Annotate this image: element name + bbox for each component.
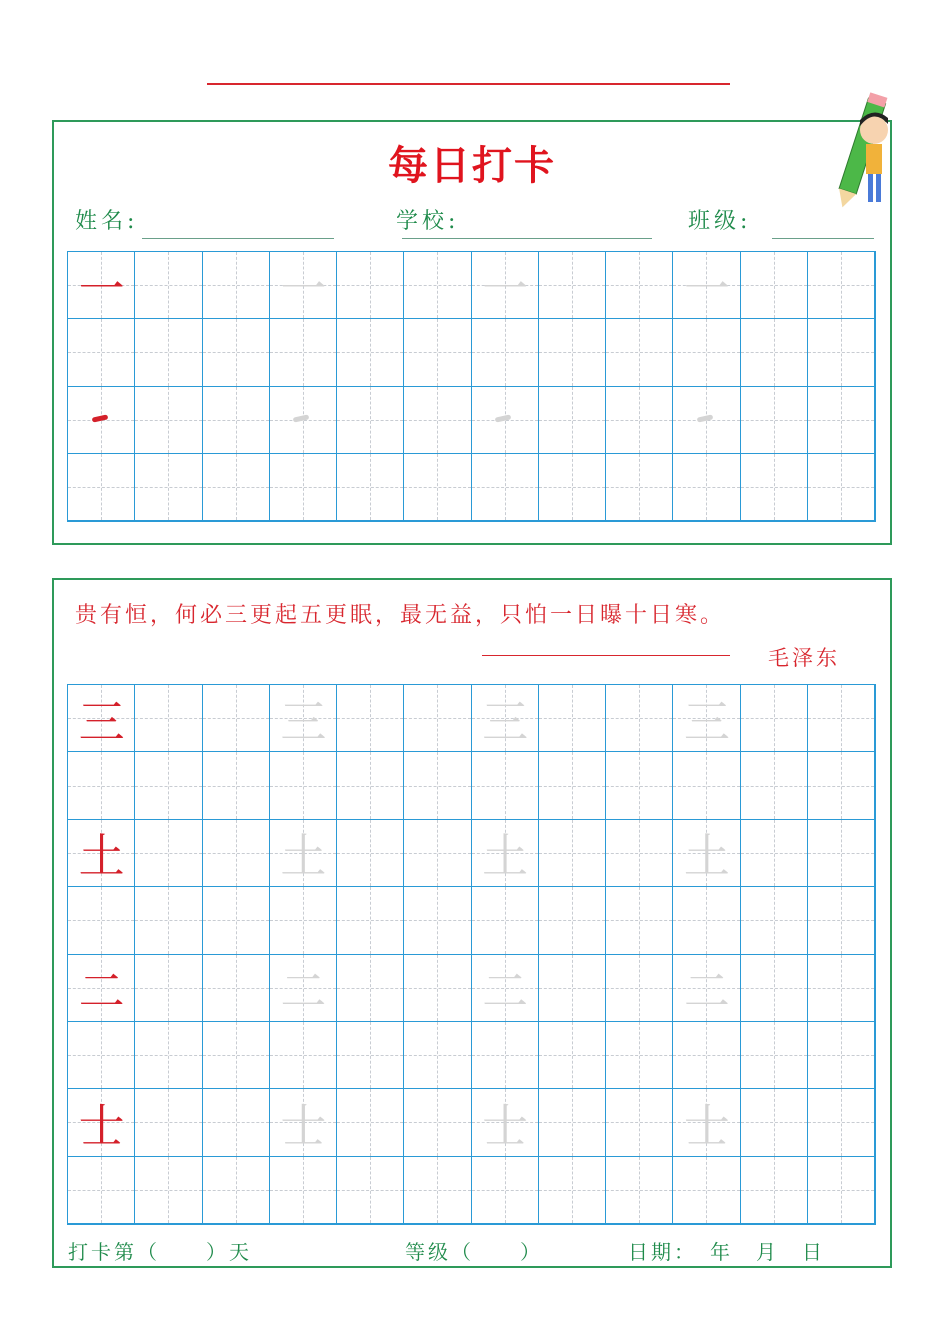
grid-cell[interactable] xyxy=(337,319,404,386)
grid-cell[interactable] xyxy=(741,820,808,887)
grid-cell[interactable] xyxy=(808,752,875,819)
grid-cell[interactable] xyxy=(337,752,404,819)
grid-cell[interactable] xyxy=(203,820,270,887)
grid-cell[interactable] xyxy=(337,252,404,319)
grid-cell[interactable] xyxy=(203,454,270,521)
grid-cell[interactable] xyxy=(135,1157,202,1224)
grid-cell[interactable] xyxy=(135,1022,202,1089)
grid-cell[interactable] xyxy=(337,1089,404,1156)
grid-cell[interactable] xyxy=(606,685,673,752)
trace-character: 三 xyxy=(482,694,529,749)
grid-cell[interactable] xyxy=(472,1022,539,1089)
trace-character: 土 xyxy=(683,829,730,884)
pencil-kid-illustration xyxy=(830,90,890,210)
grid-cell[interactable] xyxy=(808,955,875,1022)
grid-cell[interactable] xyxy=(68,454,135,521)
grid-cell[interactable] xyxy=(606,887,673,954)
trace-character: 士 xyxy=(280,1098,327,1153)
model-character: 土 xyxy=(78,829,125,884)
grid-cell[interactable] xyxy=(203,752,270,819)
grid-cell[interactable] xyxy=(808,252,875,319)
grid-cell[interactable] xyxy=(404,454,471,521)
model-character: 三 xyxy=(78,694,125,749)
grid-cell[interactable] xyxy=(203,252,270,319)
grid-cell[interactable] xyxy=(741,319,808,386)
grade: 等级（ ） xyxy=(405,1240,543,1264)
grid-cell[interactable] xyxy=(539,252,606,319)
grid-cell[interactable] xyxy=(741,955,808,1022)
grid-cell[interactable] xyxy=(606,1089,673,1156)
grid-cell[interactable] xyxy=(472,319,539,386)
grid-cell[interactable] xyxy=(741,252,808,319)
trace-character: 二 xyxy=(280,964,327,1019)
name-input-line[interactable] xyxy=(142,238,334,239)
writing-grid-1 xyxy=(67,251,876,522)
grid-cell[interactable] xyxy=(606,752,673,819)
grid-cell[interactable] xyxy=(741,887,808,954)
grid-cell[interactable] xyxy=(135,387,202,454)
grid-cell[interactable] xyxy=(404,1022,471,1089)
grid-cell[interactable] xyxy=(404,685,471,752)
grid-cell[interactable] xyxy=(741,387,808,454)
grid-cell[interactable] xyxy=(404,820,471,887)
grid-cell[interactable] xyxy=(741,1157,808,1224)
grid-cell[interactable] xyxy=(135,685,202,752)
grid-cell[interactable] xyxy=(808,454,875,521)
grid-cell[interactable] xyxy=(135,454,202,521)
name-label: 姓名: xyxy=(75,209,139,234)
trace-character: 土 xyxy=(482,829,529,884)
trace-character: 一 xyxy=(683,261,730,316)
class-label: 班级: xyxy=(688,209,752,234)
page-title: 每日打卡 xyxy=(388,143,556,189)
grid-cell[interactable] xyxy=(539,319,606,386)
trace-character: 土 xyxy=(280,829,327,884)
trace-character: 三 xyxy=(280,694,327,749)
grid-cell[interactable] xyxy=(472,887,539,954)
grid-cell[interactable] xyxy=(808,319,875,386)
grid-cell[interactable] xyxy=(673,887,740,954)
grid-cell[interactable] xyxy=(741,1022,808,1089)
grid-cell[interactable] xyxy=(337,820,404,887)
date: 日期： 年 月 日 xyxy=(628,1240,825,1264)
grid-cell[interactable] xyxy=(135,752,202,819)
grid-cell[interactable] xyxy=(539,387,606,454)
grid-cell[interactable] xyxy=(135,319,202,386)
grid-cell[interactable] xyxy=(606,955,673,1022)
grid-cell[interactable] xyxy=(539,820,606,887)
trace-character: 一 xyxy=(482,261,529,316)
grid-cell[interactable] xyxy=(539,955,606,1022)
trace-character: 二 xyxy=(683,964,730,1019)
class-input-line[interactable] xyxy=(772,238,874,239)
grid-cell[interactable] xyxy=(606,252,673,319)
grid-cell[interactable] xyxy=(203,685,270,752)
grid-cell[interactable] xyxy=(135,820,202,887)
grid-cell[interactable] xyxy=(404,319,471,386)
grid-cell[interactable] xyxy=(135,955,202,1022)
grid-cell[interactable] xyxy=(337,387,404,454)
grid-cell[interactable] xyxy=(135,887,202,954)
grid-cell[interactable] xyxy=(673,1022,740,1089)
grid-cell[interactable] xyxy=(673,319,740,386)
grid-cell[interactable] xyxy=(337,1157,404,1224)
trace-character: 士 xyxy=(683,1098,730,1153)
grid-cell[interactable] xyxy=(203,1089,270,1156)
grid-cell[interactable] xyxy=(673,1157,740,1224)
grid-cell[interactable] xyxy=(539,1089,606,1156)
model-character: 士 xyxy=(78,1098,125,1153)
grid-cell[interactable] xyxy=(203,387,270,454)
grid-cell[interactable] xyxy=(741,1089,808,1156)
grid-cell[interactable] xyxy=(270,1022,337,1089)
grid-cell[interactable] xyxy=(539,752,606,819)
grid-cell[interactable] xyxy=(808,1089,875,1156)
grid-cell[interactable] xyxy=(808,1022,875,1089)
grid-cell[interactable] xyxy=(135,252,202,319)
quote-line xyxy=(482,655,730,656)
grid-cell[interactable] xyxy=(68,752,135,819)
grid-cell[interactable] xyxy=(472,1157,539,1224)
grid-cell[interactable] xyxy=(741,454,808,521)
grid-cell[interactable] xyxy=(270,752,337,819)
grid-cell[interactable] xyxy=(673,454,740,521)
grid-cell[interactable] xyxy=(404,955,471,1022)
grid-cell[interactable] xyxy=(404,752,471,819)
grid-cell[interactable] xyxy=(606,820,673,887)
grid-cell[interactable] xyxy=(741,685,808,752)
trace-character: 士 xyxy=(482,1098,529,1153)
grid-cell[interactable] xyxy=(472,752,539,819)
trace-character: 一 xyxy=(280,261,327,316)
grid-cell[interactable] xyxy=(606,1157,673,1224)
grid-cell[interactable] xyxy=(203,887,270,954)
top-name-line xyxy=(207,83,730,85)
grid-cell[interactable] xyxy=(606,454,673,521)
school-input-line[interactable] xyxy=(402,238,652,239)
grid-cell[interactable] xyxy=(135,1089,202,1156)
grid-cell[interactable] xyxy=(673,752,740,819)
grid-cell[interactable] xyxy=(741,752,808,819)
grid-cell[interactable] xyxy=(203,319,270,386)
grid-cell[interactable] xyxy=(539,1157,606,1224)
grid-cell[interactable] xyxy=(539,454,606,521)
grid-cell[interactable] xyxy=(68,319,135,386)
grid-cell[interactable] xyxy=(337,454,404,521)
grid-cell[interactable] xyxy=(404,887,471,954)
grid-cell[interactable] xyxy=(606,387,673,454)
grid-cell[interactable] xyxy=(404,387,471,454)
grid-cell[interactable] xyxy=(270,454,337,521)
grid-cell[interactable] xyxy=(337,955,404,1022)
grid-cell[interactable] xyxy=(808,685,875,752)
grid-cell[interactable] xyxy=(270,319,337,386)
grid-cell[interactable] xyxy=(404,252,471,319)
checkin-days: 打卡第（ ）天 xyxy=(68,1240,252,1264)
grid-cell[interactable] xyxy=(203,1157,270,1224)
model-character: 二 xyxy=(78,964,125,1019)
trace-character: 二 xyxy=(482,964,529,1019)
grid-cell[interactable] xyxy=(270,1157,337,1224)
grid-cell[interactable] xyxy=(337,685,404,752)
grid-cell[interactable] xyxy=(68,1157,135,1224)
grid-cell[interactable] xyxy=(68,1022,135,1089)
school-label: 学校: xyxy=(396,209,460,234)
model-character: 一 xyxy=(78,261,125,316)
grid-cell[interactable] xyxy=(68,887,135,954)
grid-cell[interactable] xyxy=(337,1022,404,1089)
grid-cell[interactable] xyxy=(606,319,673,386)
grid-cell[interactable] xyxy=(606,1022,673,1089)
grid-cell[interactable] xyxy=(404,1157,471,1224)
grid-cell[interactable] xyxy=(203,955,270,1022)
grid-cell[interactable] xyxy=(203,1022,270,1089)
quote-author: 毛泽东 xyxy=(768,646,840,670)
trace-character: 三 xyxy=(683,694,730,749)
grid-cell[interactable] xyxy=(404,1089,471,1156)
grid-cell[interactable] xyxy=(337,887,404,954)
quote-text: 贵有恒，何必三更起五更眠，最无益，只怕一日曝十日寒。 xyxy=(75,603,726,628)
grid-cell[interactable] xyxy=(472,454,539,521)
writing-grid-2 xyxy=(67,684,876,1225)
grid-cell[interactable] xyxy=(808,887,875,954)
grid-cell[interactable] xyxy=(270,887,337,954)
grid-cell[interactable] xyxy=(808,1157,875,1224)
grid-cell[interactable] xyxy=(808,387,875,454)
grid-cell[interactable] xyxy=(539,1022,606,1089)
grid-cell[interactable] xyxy=(808,820,875,887)
grid-cell[interactable] xyxy=(539,685,606,752)
grid-cell[interactable] xyxy=(539,887,606,954)
